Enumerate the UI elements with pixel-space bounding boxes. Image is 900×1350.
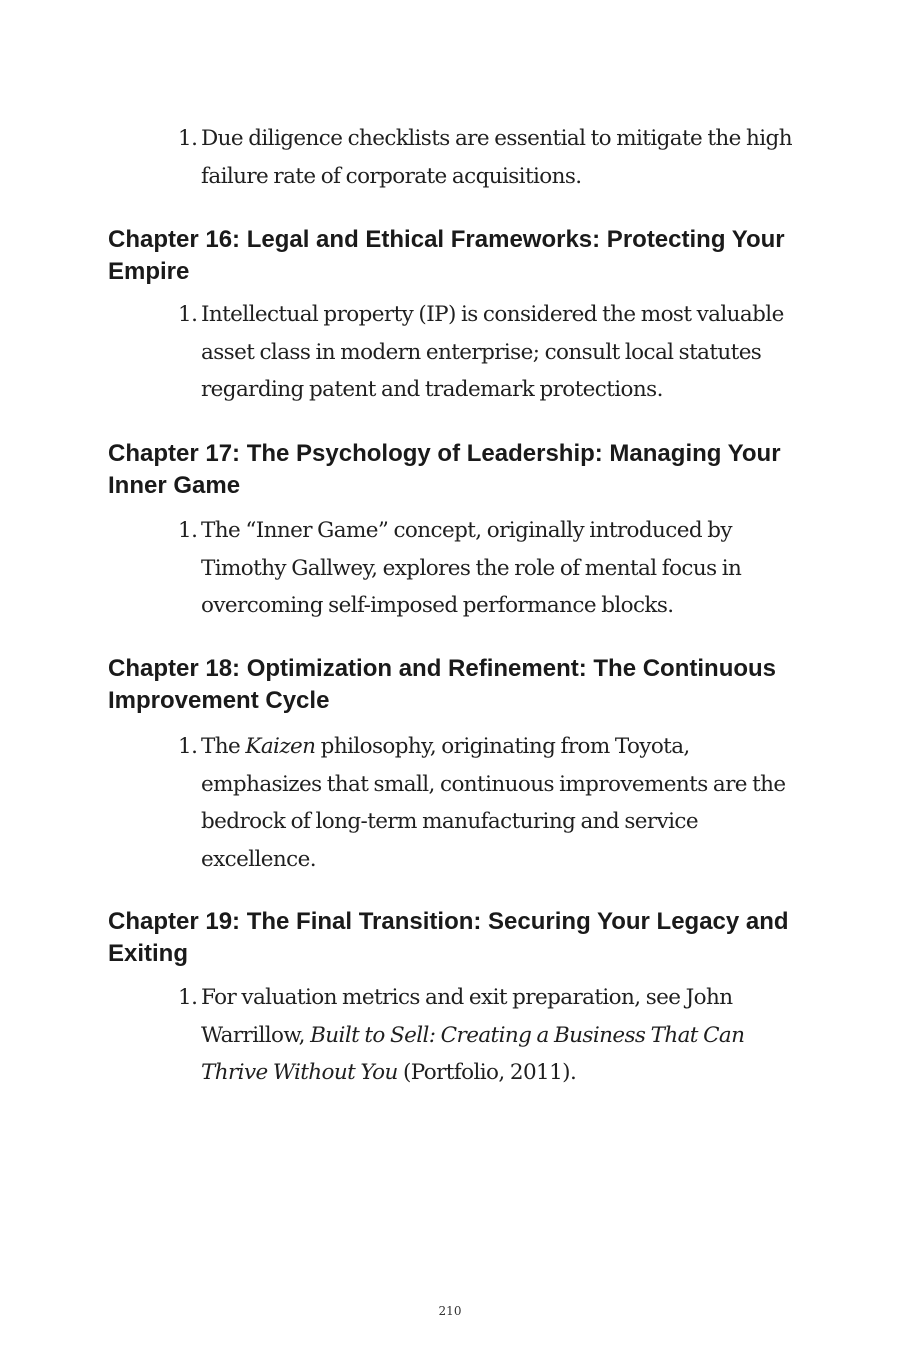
endnote-item [178,728,798,878]
endnote-number: 1. [178,734,198,759]
chapter-heading: Chapter 16: Legal and Ethical Frameworks: Protecting Your Empire [108,226,785,285]
chapter-heading: Chapter 17: The Psychology of Leadership: Managing Your Inner Game [108,440,781,499]
endnote-number: 1. [178,518,198,543]
endnote-text-start: For valuation metrics and exit preparation, see John Warrillow, [201,985,733,1048]
endnote-text-end: (Portfolio, 2011). [397,1060,577,1085]
chapter-heading: Chapter 19: The Final Transition: Securing Your Legacy and Exiting [108,908,789,967]
endnote-italic-term: Kaizen [245,734,316,759]
endnote-item [178,512,798,625]
endnote-item [178,296,798,409]
endnote-text: Due diligence checklists are essential to mitigate the high failure rate of corporate acquisitions. [201,126,792,189]
endnote-item [178,120,798,195]
page-number: 210 [438,1304,462,1318]
endnote-text-end: philosophy, originating from Toyota, emphasizes that small, continuous improvements are the bedrock of long-term manufacturing and service excellence. [201,734,786,872]
endnote-number: 1. [178,126,198,151]
endnote-text: The “Inner Game” concept, originally introduced by Timothy Gallwey, explores the role of mental focus in overcoming self-imposed performance blocks. [201,518,742,618]
book-title: Built to Sell: Creating a Business That Can Thrive Without You [201,1022,745,1085]
endnote-number: 1. [178,985,198,1010]
endnote-number: 1. [178,302,198,327]
endnote-text [201,979,798,1092]
endnote-text [201,728,798,878]
endnote-item [178,979,798,1092]
endnote-text-start: The [201,734,246,759]
chapter-heading: Chapter 18: Optimization and Refinement: The Continuous Improvement Cycle [108,655,777,714]
endnote-text: Intellectual property (IP) is considered the most valuable asset class in modern enterprise; consult local statutes regarding patent and trademark protections. [201,302,784,402]
